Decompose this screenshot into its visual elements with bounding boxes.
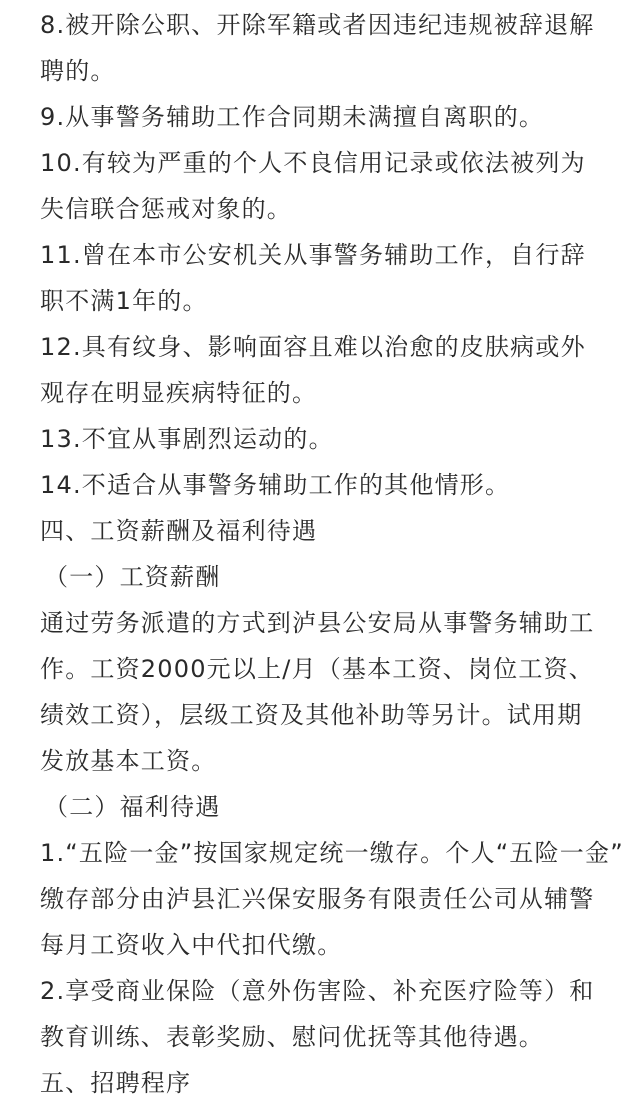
text-line: 10.有较为严重的个人不良信用记录或依法被列为: [40, 149, 586, 177]
text-line: 作。工资2000元以上/月（基本工资、岗位工资、: [40, 655, 594, 683]
text-line: 2.享受商业保险（意外伤害险、补充医疗险等）和: [40, 977, 595, 1005]
text-line: 失信联合惩戒对象的。: [40, 195, 292, 223]
text-line: 13.不宜从事剧烈运动的。: [40, 425, 334, 453]
text-line: 教育训练、表彰奖励、慰问优抚等其他待遇。: [40, 1023, 544, 1051]
subsection-heading: （二）福利待遇: [44, 793, 221, 821]
text-line: 12.具有纹身、影响面容且难以治愈的皮肤病或外: [40, 333, 586, 361]
text-line: 9.从事警务辅助工作合同期未满擅自离职的。: [40, 103, 545, 131]
text-line: 职不满1年的。: [40, 287, 208, 315]
text-line: 14.不适合从事警务辅助工作的其他情形。: [40, 471, 511, 499]
text-line: 发放基本工资。: [40, 747, 217, 775]
text-line: 1.“五险一金”按国家规定统一缴存。个人“五险一金”: [40, 839, 624, 867]
text-line: 观存在明显疾病特征的。: [40, 379, 318, 407]
section-heading: 四、工资薪酬及福利待遇: [40, 517, 318, 545]
text-line: 聘的。: [40, 57, 116, 85]
text-line: 8.被开除公职、开除军籍或者因违纪违规被辞退解: [40, 11, 595, 39]
text-line: 缴存部分由泸县汇兴保安服务有限责任公司从辅警: [40, 885, 595, 913]
text-line: 11.曾在本市公安机关从事警务辅助工作，自行辞: [40, 241, 586, 269]
section-heading: 五、招聘程序: [40, 1069, 192, 1097]
subsection-heading: （一）工资薪酬: [44, 563, 221, 591]
text-line: 通过劳务派遣的方式到泸县公安局从事警务辅助工: [40, 609, 595, 637]
text-line: 每月工资收入中代扣代缴。: [40, 931, 343, 959]
text-line: 绩效工资），层级工资及其他补助等另计。试用期: [40, 701, 583, 729]
